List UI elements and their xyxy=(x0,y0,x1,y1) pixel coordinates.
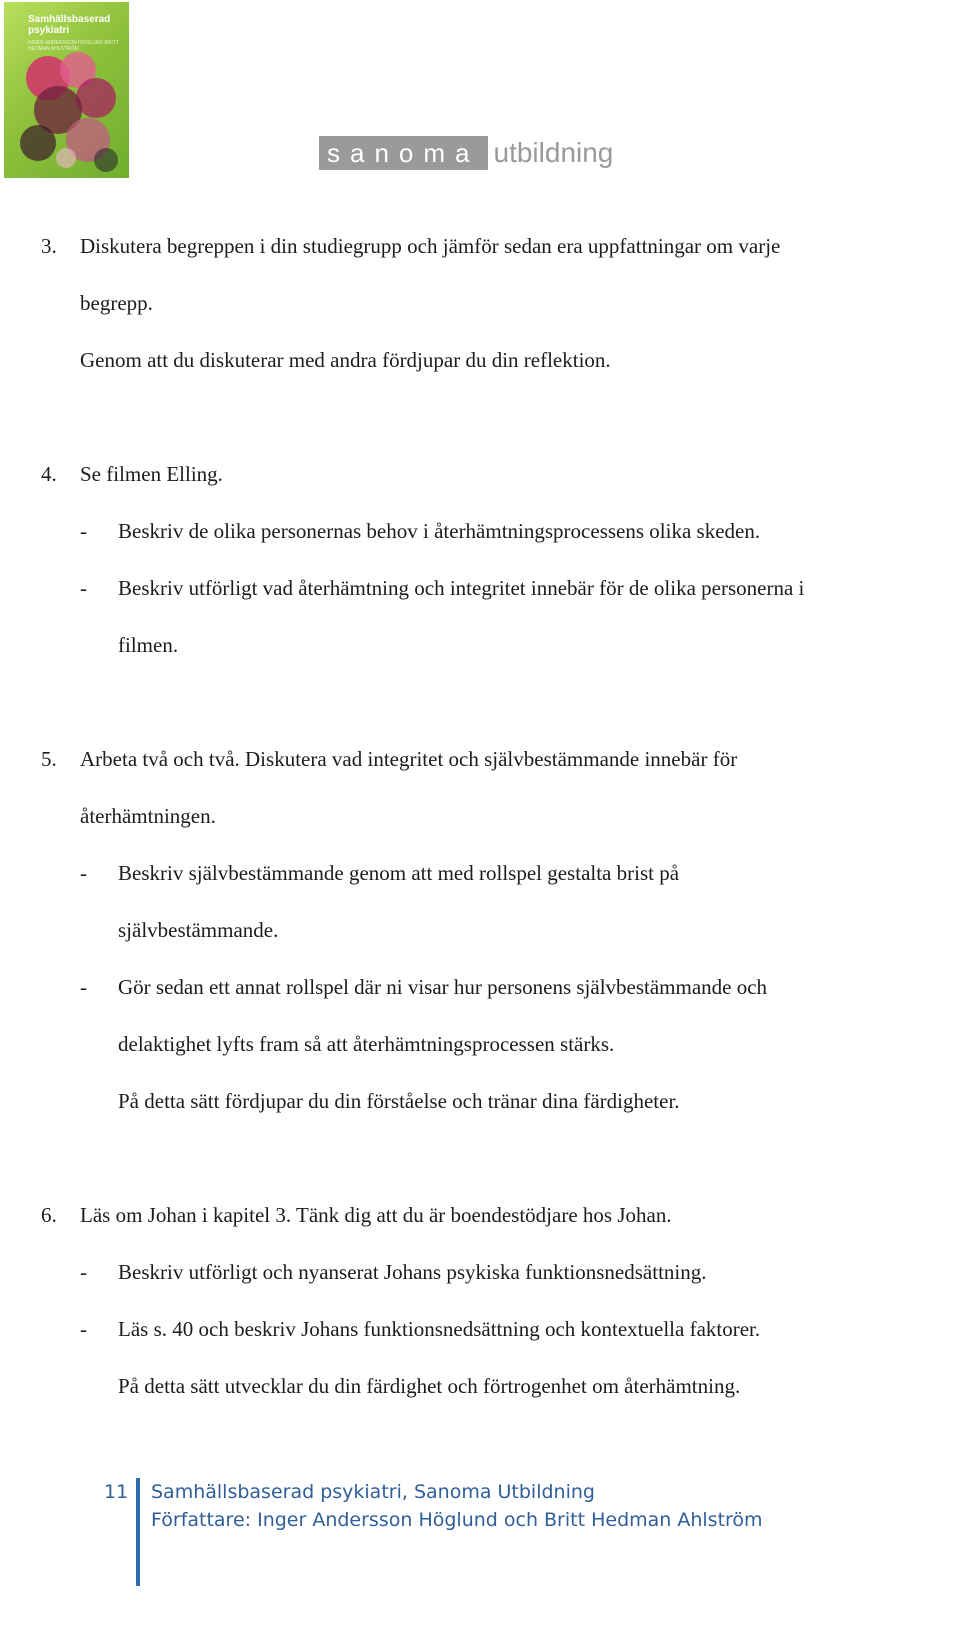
bullet-dash: - xyxy=(80,975,87,999)
bullet-text: självbestämmande. xyxy=(118,918,279,942)
footer-authors: Författare: Inger Andersson Höglund och Britt Hedman Ahlström xyxy=(151,1509,763,1531)
bullet-continuation xyxy=(0,902,960,959)
bullet-dash: - xyxy=(80,861,87,885)
exercise-list xyxy=(0,218,960,1415)
list-item xyxy=(0,1187,960,1244)
cover-subtitle: INGER ANDERSSON HÖGLUND BRITT HEDMAN AHLSTRÖM xyxy=(28,40,119,52)
bullet-dash: - xyxy=(80,1317,87,1341)
bullet-dash: - xyxy=(80,1260,87,1284)
bullet-item xyxy=(0,1244,960,1301)
bullet-text: delaktighet lyfts fram så att återhämtningsprocessen stärks. xyxy=(118,1032,615,1056)
logo-wordmark-rest: utbildning xyxy=(493,137,614,168)
item-text: Diskutera begreppen i din studiegrupp och jämför sedan era uppfattningar om varje xyxy=(80,234,781,258)
bullet-item xyxy=(0,560,960,617)
item-text: Se filmen Elling. xyxy=(80,462,223,486)
list-item-continuation xyxy=(0,275,960,332)
bullet-dash: - xyxy=(80,519,87,543)
bullet-text: filmen. xyxy=(118,633,179,657)
list-item-continuation xyxy=(0,788,960,845)
bullet-continuation xyxy=(0,1073,960,1130)
bullet-text: Beskriv självbestämmande genom att med rollspel gestalta brist på xyxy=(118,861,680,885)
item-number: 5. xyxy=(41,747,57,771)
bullet-text: Beskriv utförligt och nyanserat Johans psykiska funktionsnedsättning. xyxy=(118,1260,707,1284)
bullet-text: Läs s. 40 och beskriv Johans funktionsnedsättning och kontextuella faktorer. xyxy=(118,1317,761,1341)
list-item xyxy=(0,446,960,503)
item-text: begrepp. xyxy=(80,291,153,315)
list-item xyxy=(0,218,960,275)
page-number: 11 xyxy=(104,1481,129,1503)
bullet-text: Beskriv de olika personernas behov i återhämtningsprocessens olika skeden. xyxy=(118,519,761,543)
item-text: återhämtningen. xyxy=(80,804,216,828)
list-item-continuation xyxy=(0,332,960,389)
book-cover-image xyxy=(4,2,129,178)
footer-book-title: Samhällsbaserad psykiatri, Sanoma Utbildning xyxy=(151,1481,595,1503)
item-text: Läs om Johan i kapitel 3. Tänk dig att du är boendestödjare hos Johan. xyxy=(80,1203,672,1227)
bullet-text: På detta sätt fördjupar du din förståelse och tränar dina färdigheter. xyxy=(118,1089,680,1113)
logo-wordmark-boxed: sanoma xyxy=(319,136,488,170)
item-number: 4. xyxy=(41,462,57,486)
cover-title: Samhällsbaserad psykiatri xyxy=(28,14,111,36)
item-number: 3. xyxy=(41,234,57,258)
bullet-text: På detta sätt utvecklar du din färdighet och förtrogenhet om återhämtning. xyxy=(118,1374,741,1398)
bullet-continuation xyxy=(0,617,960,674)
bullet-continuation xyxy=(0,1016,960,1073)
bullet-text: Beskriv utförligt vad återhämtning och integritet innebär för de olika personerna i xyxy=(118,576,805,600)
item-number: 6. xyxy=(41,1203,57,1227)
cover-artwork xyxy=(18,48,122,172)
list-item xyxy=(0,731,960,788)
footer-divider xyxy=(136,1478,140,1586)
item-text: Genom att du diskuterar med andra fördjupar du din reflektion. xyxy=(80,348,611,372)
bullet-item xyxy=(0,845,960,902)
item-text: Arbeta två och två. Diskutera vad integritet och självbestämmande innebär för xyxy=(80,747,738,771)
bullet-text: Gör sedan ett annat rollspel där ni visar hur personens självbestämmande och xyxy=(118,975,768,999)
publisher-logo xyxy=(319,136,613,170)
bullet-dash: - xyxy=(80,576,87,600)
bullet-item xyxy=(0,1301,960,1358)
bullet-item xyxy=(0,503,960,560)
bullet-continuation xyxy=(0,1358,960,1415)
bullet-item xyxy=(0,959,960,1016)
page-footer xyxy=(0,1478,960,1588)
